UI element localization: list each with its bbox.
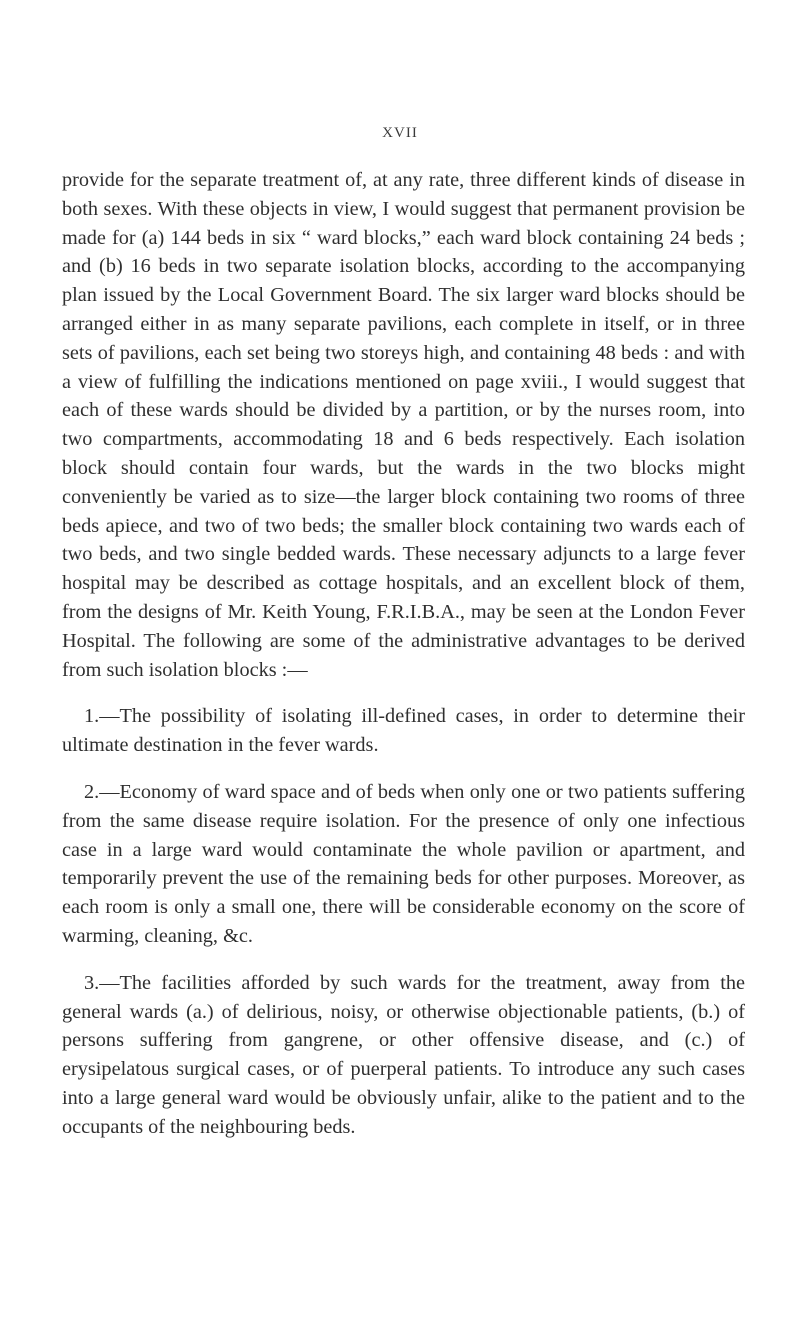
page-number: xvii (382, 117, 418, 142)
paragraph-intro: provide for the separate treatment of, at any rate, three different kinds of disease in both sexes. With these objects in view, I would suggest that permanent provision be made for (a) 144 beds in six “ ward blocks,” each ward block containing 24 beds ; and (b) 16 beds in two separate isolation blocks, according to the accompanying plan issued by the Local Government Board. The six larger ward blocks should be arranged either in as many separate pavilions, each complete in itself, or in three sets of pavilions, each set being two storeys high, and containing 48 beds : and with a view of fulfilling the indications mentioned on page xviii., I would suggest that each of these wards should be divided by a partition, or by the nurses room, into two compartments, accommodating 18 and 6 beds respectively. Each isolation block should contain four wards, but the wards in the two blocks might conveniently be varied as to size—the larger block containing two rooms of three beds apiece, and two of two beds; the smaller block containing two wards each of two beds, and two single bedded wards. These necessary adjuncts to a large fever hospital may be described as cottage hospitals, and an excellent block of them, from the designs of Mr. Keith Young, F.R.I.B.A., may be seen at the London Fever Hospital. The following are some of the administrative advantages to be derived from such isolation blocks :— (62, 169, 745, 681)
paragraph-item-2: 2.—Economy of ward space and of beds when only one or two patients suffering from the same disease require isolation. For the presence of only one infectious case in a large ward would contaminate the whole pavilion or apartment, and temporarily prevent the use of the remaining beds for other purposes. Moreover, as each room is only a small one, there will be considerable economy on the score of warming, cleaning, &c. (62, 780, 745, 947)
body-text (62, 166, 745, 1142)
paragraph-item-1: 1.—The possibility of isolating ill-defined cases, in order to determine their ultimate destination in the fever wards. (62, 705, 745, 757)
paragraph-item-3: 3.—The facilities afforded by such wards for the treatment, away from the general wards (a.) of delirious, noisy, or otherwise objectionable patients, (b.) of persons suffering from gangrene, or other offensive disease, and (c.) of erysipelatous surgical cases, or of puerperal patients. To introduce any such cases into a large general ward would be obviously unfair, alike to the patient and to the occupants of the neighbouring beds. (62, 971, 745, 1138)
